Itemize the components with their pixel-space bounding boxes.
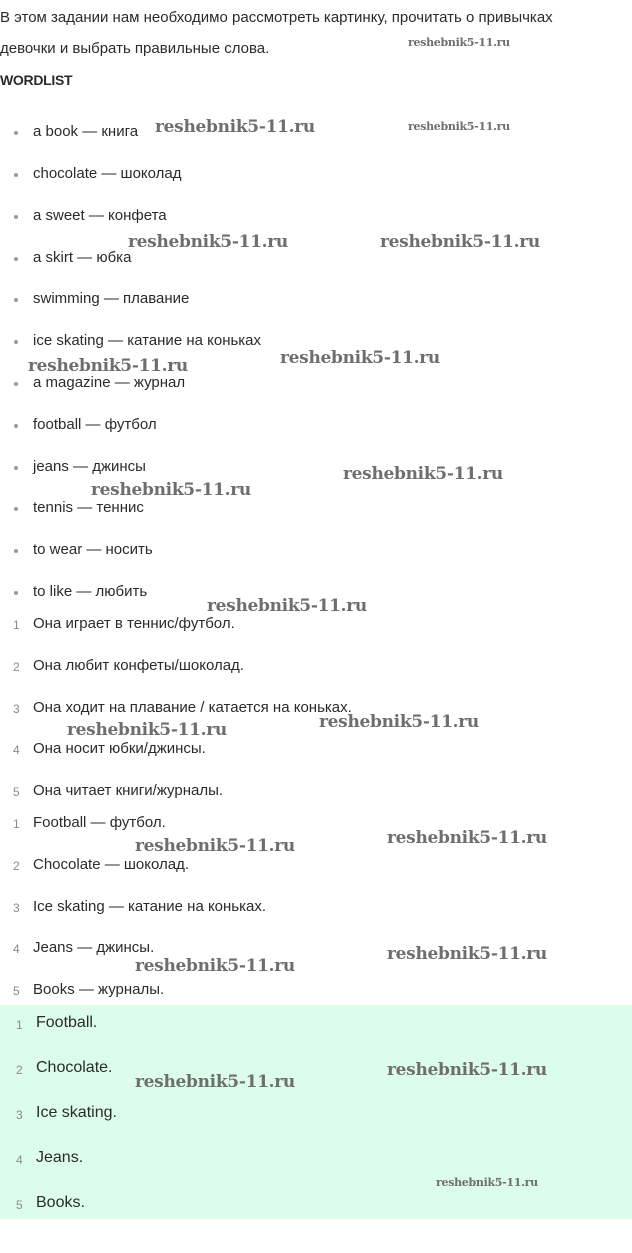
watermark: reshebnik5-11.ru — [135, 836, 295, 856]
answer-text: Ice skating. — [36, 1104, 117, 1121]
answer-text: Books. — [36, 1194, 85, 1211]
item-number: 3 — [13, 901, 20, 915]
watermark: reshebnik5-11.ru — [91, 480, 251, 500]
item-number: 3 — [13, 702, 20, 716]
wordlist-item-text: chocolate — шоколад — [33, 165, 182, 182]
item-number: 4 — [13, 942, 20, 956]
bullet-icon — [14, 298, 18, 302]
watermark: reshebnik5-11.ru — [380, 232, 540, 252]
bullet-icon — [14, 382, 18, 386]
translation-text: Она любит конфеты/шоколад. — [33, 657, 244, 674]
item-number: 5 — [13, 984, 20, 998]
watermark: reshebnik5-11.ru — [28, 356, 188, 376]
wordlist-item-text: a magazine — журнал — [33, 374, 186, 391]
choice-text: Chocolate — шоколад. — [33, 856, 190, 873]
wordlist-item-text: to like — любить — [33, 583, 148, 600]
watermark: reshebnik5-11.ru — [128, 232, 288, 252]
watermark: reshebnik5-11.ru — [280, 348, 440, 368]
item-number: 3 — [16, 1108, 23, 1122]
watermark: reshebnik5-11.ru — [343, 464, 503, 484]
translation-text: Она носит юбки/джинсы. — [33, 740, 206, 757]
wordlist-item-text: a sweet — конфета — [33, 207, 167, 224]
item-number: 1 — [13, 618, 20, 632]
bullet-icon — [14, 507, 18, 511]
choice-text: Ice skating — катание на коньках. — [33, 898, 267, 915]
item-number: 1 — [13, 817, 20, 831]
watermark: reshebnik5-11.ru — [135, 1072, 295, 1092]
item-number: 4 — [16, 1153, 23, 1167]
bullet-icon — [14, 215, 18, 219]
translation-text: Она читает книги/журналы. — [33, 782, 224, 799]
wordlist-item-text: a book — книга — [33, 123, 139, 140]
watermark: reshebnik5-11.ru — [155, 117, 315, 137]
item-number: 2 — [16, 1063, 23, 1077]
watermark: reshebnik5-11.ru — [387, 828, 547, 848]
bullet-icon — [14, 591, 18, 595]
wordlist-item-text: a skirt — юбка — [33, 249, 132, 266]
watermark: reshebnik5-11.ru — [207, 596, 367, 616]
wordlist-heading: WORDLIST — [0, 72, 73, 88]
choice-text: Books — журналы. — [33, 981, 165, 998]
item-number: 2 — [13, 660, 20, 674]
watermark: reshebnik5-11.ru — [67, 720, 227, 740]
bullet-icon — [14, 549, 18, 553]
item-number: 5 — [13, 785, 20, 799]
translation-text: Она ходит на плавание / катается на коньках. — [33, 699, 352, 716]
item-number: 2 — [13, 859, 20, 873]
translation-text: Она играет в теннис/футбол. — [33, 615, 235, 632]
watermark: reshebnik5-11.ru — [319, 712, 479, 732]
item-number: 5 — [16, 1198, 23, 1212]
wordlist-item-text: football — футбол — [33, 416, 157, 433]
wordlist-item-text: swimming — плавание — [33, 290, 190, 307]
watermark: reshebnik5-11.ru — [387, 1060, 547, 1080]
answer-text: Jeans. — [36, 1149, 84, 1166]
bullet-icon — [14, 466, 18, 470]
wordlist-item-text: ice skating — катание на коньках — [33, 332, 262, 349]
watermark: reshebnik5-11.ru — [135, 956, 295, 976]
bullet-icon — [14, 131, 18, 135]
intro-text: В этом задании нам необходимо рассмотреть картинку, прочитать о привычках девочки и выбрать правильные слова. — [0, 9, 553, 57]
bullet-icon — [14, 173, 18, 177]
bullet-icon — [14, 257, 18, 261]
answer-text: Football. — [36, 1014, 98, 1031]
choice-text: Jeans — джинсы. — [33, 939, 155, 956]
answer-text: Chocolate. — [36, 1059, 113, 1076]
choice-text: Football — футбол. — [33, 814, 166, 831]
wordlist-item-text: tennis — теннис — [33, 499, 144, 516]
wordlist-item-text: jeans — джинсы — [33, 458, 146, 475]
bullet-icon — [14, 424, 18, 428]
watermark: reshebnik5-11.ru — [408, 120, 510, 133]
watermark: reshebnik5-11.ru — [436, 1176, 538, 1189]
watermark: reshebnik5-11.ru — [387, 944, 547, 964]
item-number: 1 — [16, 1018, 23, 1032]
watermark: reshebnik5-11.ru — [408, 36, 510, 49]
item-number: 4 — [13, 743, 20, 757]
bullet-icon — [14, 340, 18, 344]
wordlist-item-text: to wear — носить — [33, 541, 153, 558]
